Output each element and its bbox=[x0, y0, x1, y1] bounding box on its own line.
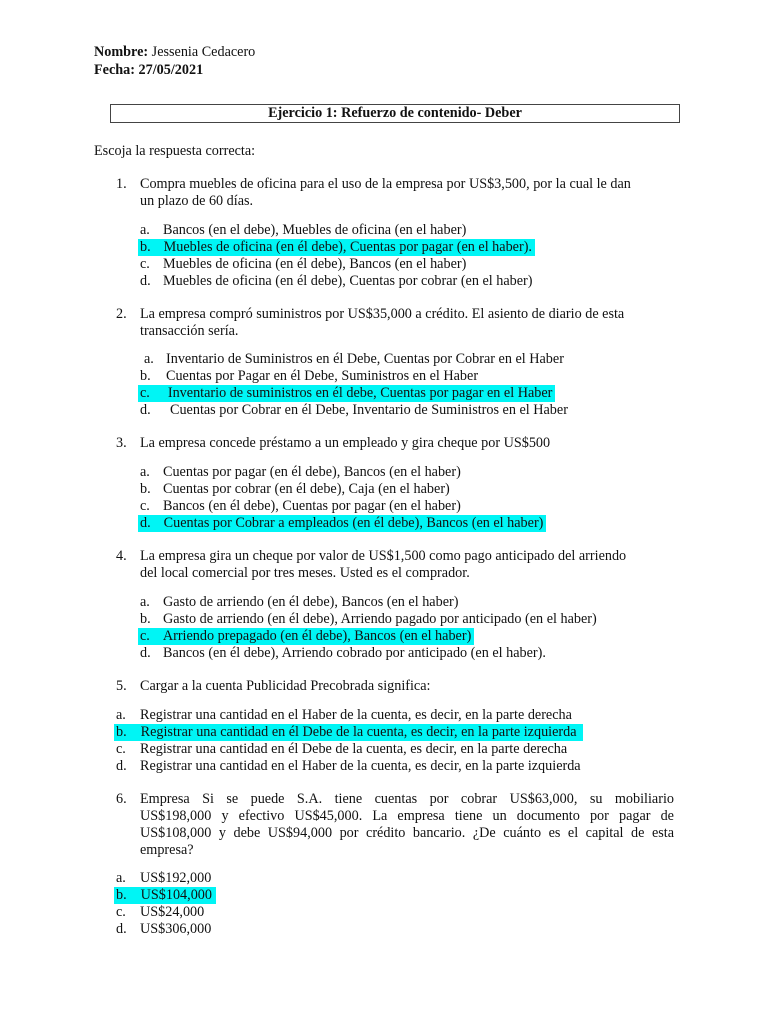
question-text-line: transacción sería. bbox=[140, 323, 239, 339]
option-text: Inventario de Suministros en él Debe, Cuentas por Cobrar en el Haber bbox=[166, 351, 564, 367]
option-letter: c. bbox=[140, 385, 150, 401]
option-text: Bancos (en el debe), Muebles de oficina (en el haber) bbox=[163, 222, 467, 238]
option-letter: c. bbox=[140, 498, 150, 514]
option-letter: c. bbox=[116, 741, 126, 757]
option-letter: b. bbox=[116, 887, 127, 903]
question-number: 3. bbox=[116, 435, 127, 451]
option-letter: d. bbox=[116, 921, 127, 937]
question-text-line: Cargar a la cuenta Publicidad Precobrada significa: bbox=[140, 678, 431, 694]
option-highlighted bbox=[114, 887, 216, 904]
option-text: Cuentas por Pagar en él Debe, Suministros en el Haber bbox=[166, 368, 479, 384]
option-letter: d. bbox=[140, 645, 151, 661]
option-letter: c. bbox=[140, 628, 150, 644]
option-text: Bancos (en él debe), Cuentas por pagar (en el haber) bbox=[163, 498, 461, 514]
option-text: Registrar una cantidad en él Debe de la cuenta, es decir, en la parte derecha bbox=[140, 741, 568, 757]
option-text: Cuentas por cobrar (en él debe), Caja (en el haber) bbox=[163, 481, 450, 497]
option-letter: a. bbox=[144, 351, 154, 367]
date-line bbox=[94, 61, 203, 79]
option-text: US$192,000 bbox=[140, 870, 212, 886]
option-letter: a. bbox=[140, 222, 150, 238]
option-highlighted bbox=[138, 385, 555, 402]
option-letter: b. bbox=[140, 611, 151, 627]
name-line bbox=[94, 43, 255, 61]
question-number: 6. bbox=[116, 791, 127, 807]
question-text-line: La empresa gira un cheque por valor de US$1,500 como pago anticipado del arriendo bbox=[140, 548, 627, 564]
option-text: Muebles de oficina (en él debe), Bancos (en el haber) bbox=[163, 256, 467, 272]
option-text: Registrar una cantidad en el Haber de la cuenta, es decir, en la parte izquierda bbox=[140, 758, 581, 774]
option-letter: b. bbox=[140, 239, 151, 255]
name-label: Nombre: bbox=[94, 44, 149, 60]
question-number: 4. bbox=[116, 548, 127, 564]
option-text: Cuentas por Cobrar a empleados (en él debe), Bancos (en el haber) bbox=[163, 515, 544, 531]
option-letter: a. bbox=[116, 870, 126, 886]
option-text: Arriendo prepagado (en él debe), Bancos (en el haber) bbox=[162, 628, 472, 644]
option-text: Cuentas por pagar (en él debe), Bancos (en el haber) bbox=[163, 464, 461, 480]
question-text-line: un plazo de 60 días. bbox=[140, 193, 254, 209]
option-highlighted bbox=[138, 628, 474, 645]
option-letter: d. bbox=[140, 402, 151, 418]
option-letter: a. bbox=[140, 594, 150, 610]
option-letter: a. bbox=[116, 707, 126, 723]
option-text: Gasto de arriendo (en él debe), Bancos (en el haber) bbox=[163, 594, 459, 610]
question-text-line: US$108,000 y debe US$94,000 por crédito bancario. ¿De cuánto es el capital de esta bbox=[140, 825, 674, 841]
option-text: Cuentas por Cobrar en él Debe, Inventario de Suministros en el Haber bbox=[170, 402, 568, 418]
date-label: Fecha: bbox=[94, 62, 135, 78]
question-number: 2. bbox=[116, 306, 127, 322]
question-text-line: del local comercial por tres meses. Usted es el comprador. bbox=[140, 565, 470, 581]
option-highlighted bbox=[138, 515, 546, 532]
question-number: 5. bbox=[116, 678, 127, 694]
option-text: US$306,000 bbox=[140, 921, 212, 937]
option-text: US$104,000 bbox=[140, 887, 212, 903]
option-text: Registrar una cantidad en él Debe de la cuenta, es decir, en la parte izquierda bbox=[140, 724, 577, 740]
option-text: Bancos (en él debe), Arriendo cobrado por anticipado (en el haber). bbox=[163, 645, 546, 661]
question-number: 1. bbox=[116, 176, 127, 192]
question-text-line: La empresa concede préstamo a un empleado y gira cheque por US$500 bbox=[140, 435, 551, 451]
option-text: Muebles de oficina (en él debe), Cuentas por cobrar (en el haber) bbox=[163, 273, 533, 289]
option-text: Registrar una cantidad en el Haber de la cuenta, es decir, en la parte derecha bbox=[140, 707, 572, 723]
option-letter: b. bbox=[140, 368, 151, 384]
option-highlighted bbox=[114, 724, 583, 741]
option-letter: a. bbox=[140, 464, 150, 480]
option-text: Muebles de oficina (en él debe), Cuentas por pagar (en el haber). bbox=[163, 239, 532, 255]
option-letter: d. bbox=[140, 515, 151, 531]
option-letter: c. bbox=[140, 256, 150, 272]
question-text-line: Compra muebles de oficina para el uso de la empresa por US$3,500, por la cual le dan bbox=[140, 176, 631, 192]
question-text-line: US$198,000 y efectivo US$45,000. La empresa tiene un documento por pagar de bbox=[140, 808, 674, 824]
option-highlighted bbox=[138, 239, 535, 256]
exercise-title: Ejercicio 1: Refuerzo de contenido- Deber bbox=[110, 104, 680, 123]
option-letter: d. bbox=[116, 758, 127, 774]
option-letter: d. bbox=[140, 273, 151, 289]
option-text: US$24,000 bbox=[140, 904, 205, 920]
instruction: Escoja la respuesta correcta: bbox=[94, 143, 256, 159]
date-value: 27/05/2021 bbox=[138, 62, 204, 78]
question-text-line: Empresa Si se puede S.A. tiene cuentas por cobrar US$63,000, su mobiliario bbox=[140, 791, 674, 807]
option-letter: b. bbox=[140, 481, 151, 497]
option-text: Inventario de suministros en él debe, Cuentas por pagar en el Haber bbox=[167, 385, 553, 401]
option-letter: b. bbox=[116, 724, 127, 740]
option-text: Gasto de arriendo (en él debe), Arriendo pagado por anticipado (en el haber) bbox=[163, 611, 597, 627]
question-text-line: La empresa compró suministros por US$35,000 a crédito. El asiento de diario de esta bbox=[140, 306, 625, 322]
option-letter: c. bbox=[116, 904, 126, 920]
question-text-line: empresa? bbox=[140, 842, 194, 858]
name-value: Jessenia Cedacero bbox=[151, 44, 256, 60]
